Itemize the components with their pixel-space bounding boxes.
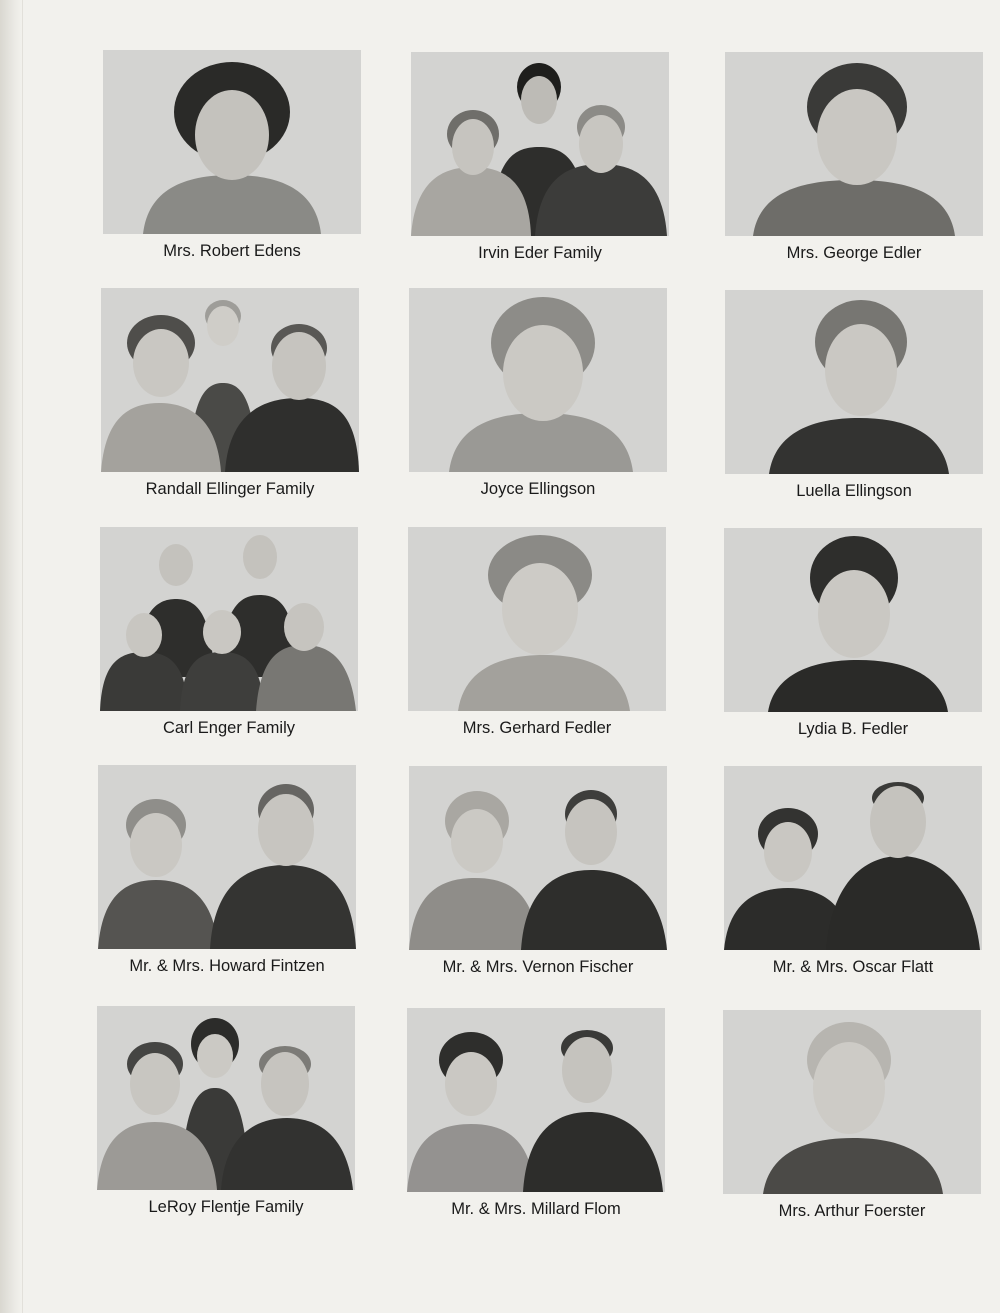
portrait-single	[103, 50, 361, 234]
portrait-photo	[723, 1010, 981, 1194]
portrait-entry	[409, 288, 667, 498]
portrait-entry	[725, 52, 983, 262]
portrait-entry	[407, 1008, 665, 1218]
portrait-photo	[724, 528, 982, 712]
portrait-caption: Mrs. George Edler	[786, 244, 922, 262]
portrait-entry	[408, 527, 666, 737]
portrait-group	[724, 766, 982, 950]
portrait-caption: Mrs. Robert Edens	[163, 242, 301, 260]
portrait-caption: Mr. & Mrs. Oscar Flatt	[772, 958, 934, 976]
portrait-caption: Mr. & Mrs. Vernon Fischer	[442, 958, 634, 976]
portrait-caption: Luella Ellingson	[796, 482, 912, 500]
portrait-photo	[100, 527, 358, 711]
portrait-entry	[411, 52, 669, 262]
portrait-single	[409, 288, 667, 472]
portrait-caption: Mrs. Arthur Foerster	[778, 1202, 926, 1220]
portrait-entry	[100, 527, 358, 737]
portrait-photo	[408, 527, 666, 711]
portrait-caption: Carl Enger Family	[162, 719, 296, 737]
portrait-photo	[724, 766, 982, 950]
portrait-group	[409, 766, 667, 950]
portrait-caption: Lydia B. Fedler	[797, 720, 909, 738]
portrait-photo	[409, 766, 667, 950]
portrait-group	[97, 1006, 355, 1190]
portrait-caption: Mr. & Mrs. Millard Flom	[451, 1200, 621, 1218]
portrait-caption: Randall Ellinger Family	[145, 480, 315, 498]
portrait-single	[724, 528, 982, 712]
portrait-entry	[101, 288, 359, 498]
portrait-group	[100, 527, 358, 711]
page-binding-edge	[0, 0, 23, 1313]
portrait-group	[101, 288, 359, 472]
portrait-photo	[103, 50, 361, 234]
portrait-entry	[409, 766, 667, 976]
portrait-entry	[97, 1006, 355, 1216]
portrait-entry	[724, 766, 982, 976]
portrait-single	[408, 527, 666, 711]
portrait-photo	[725, 290, 983, 474]
portrait-single	[725, 290, 983, 474]
portrait-entry	[724, 528, 982, 738]
portrait-photo	[98, 765, 356, 949]
portrait-group	[98, 765, 356, 949]
portrait-group	[407, 1008, 665, 1192]
portrait-photo	[407, 1008, 665, 1192]
portrait-caption: Joyce Ellingson	[480, 480, 596, 498]
portrait-photo	[101, 288, 359, 472]
portrait-entry	[103, 50, 361, 260]
portrait-caption: Irvin Eder Family	[478, 244, 602, 262]
portrait-entry	[98, 765, 356, 975]
portrait-entry	[723, 1010, 981, 1220]
portrait-photo	[97, 1006, 355, 1190]
portrait-entry	[725, 290, 983, 500]
portrait-caption: Mrs. Gerhard Fedler	[462, 719, 612, 737]
portrait-caption: Mr. & Mrs. Howard Fintzen	[129, 957, 325, 975]
portrait-photo	[409, 288, 667, 472]
portrait-single	[723, 1010, 981, 1194]
portrait-group	[411, 52, 669, 236]
portrait-photo	[725, 52, 983, 236]
portrait-single	[725, 52, 983, 236]
portrait-caption: LeRoy Flentje Family	[148, 1198, 304, 1216]
portrait-photo	[411, 52, 669, 236]
